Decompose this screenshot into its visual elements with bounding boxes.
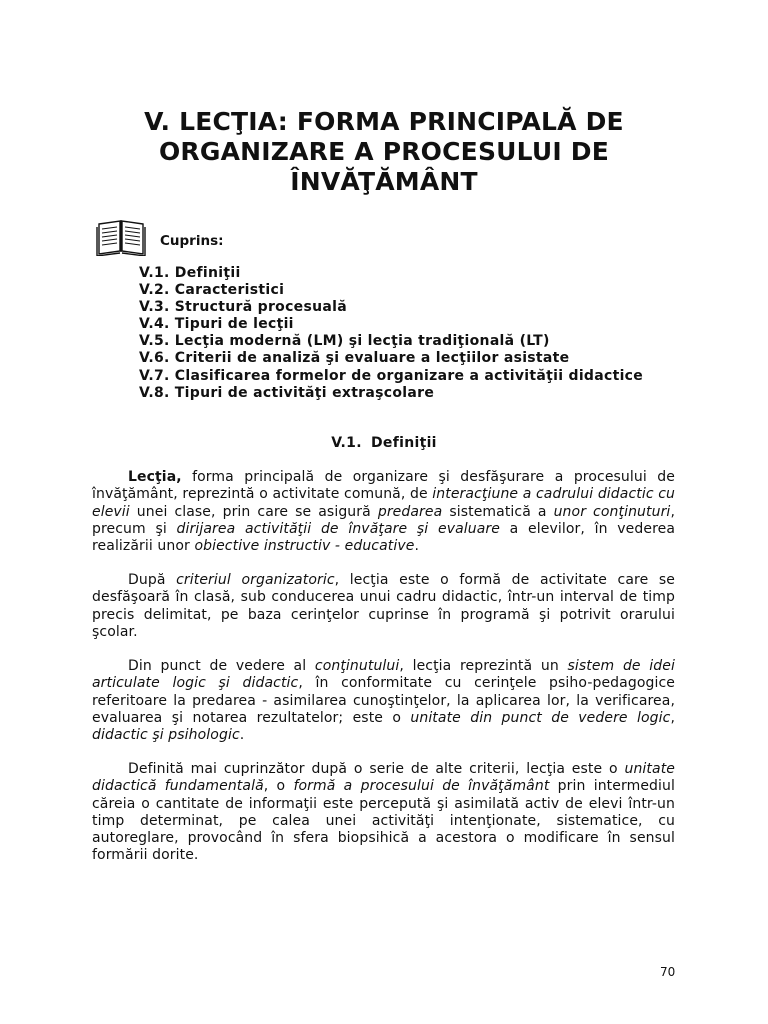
toc-item	[139, 368, 643, 385]
text-run: formă a procesului de învăţământ	[293, 778, 550, 795]
text-run: conţinutului	[314, 658, 400, 674]
toc-item-label: Lecţia modernă (LM) şi lecţia tradiţională (LT)	[174, 333, 550, 350]
toc-item-label: Tipuri de lecţii	[174, 316, 294, 333]
page-number: 70	[660, 965, 676, 979]
chapter-title-line-1: V. LECŢIA: FORMA PRINCIPALĂ DE	[144, 107, 624, 136]
text-run: dirijarea activităţii de învăţare şi evaluare	[176, 520, 500, 537]
toc-item	[139, 316, 643, 333]
text-run: Lecţia,	[128, 469, 182, 485]
chapter-title	[60, 107, 708, 197]
toc-item-label: Criterii de analiză şi evaluare a lecţiilor asistate	[174, 350, 570, 367]
toc-item-number: V.1.	[139, 265, 170, 281]
text-run: unitate didactică fundamentală	[92, 761, 675, 795]
text-run: , lecţia reprezintă un	[399, 658, 568, 674]
text-run: , o	[263, 778, 294, 795]
toc-item-label: Structură procesuală	[174, 299, 347, 316]
toc-item	[139, 350, 643, 367]
text-run: interacţiune a cadrului didactic cu elevii	[92, 486, 675, 520]
table-of-contents	[139, 265, 643, 402]
text-run: didactic şi psihologic	[92, 727, 240, 744]
text-run: .	[239, 727, 245, 744]
paragraph-3	[92, 658, 675, 744]
toc-item	[139, 265, 643, 282]
toc-item	[139, 299, 643, 316]
text-run: obiective instructiv - educative	[194, 538, 415, 555]
section-heading: V.1. Definiţii	[331, 435, 437, 451]
toc-item	[139, 385, 643, 402]
toc-item	[139, 282, 643, 299]
toc-item-number: V.4.	[139, 316, 170, 333]
contents-label: Cuprins:	[160, 233, 224, 249]
toc-item-number: V.2.	[139, 282, 170, 299]
text-run: unor conţinuturi	[553, 503, 671, 520]
text-run: sistem de idei articulate logic şi didactic	[92, 658, 675, 692]
toc-item-number: V.8.	[139, 384, 170, 401]
text-run: , precum şi	[92, 503, 675, 537]
text-run: prin intermediul căreia o cantitate de informaţii este percepută şi asimilată activ de elevi într-un timp determinat, pe calea unei activităţi intenţionate, sistematice, cu autoreglare, provocând în sfera biopsihică a acestora o modificare în sensul formării dorite.	[92, 778, 675, 864]
chapter-title-line-2: ORGANIZARE A PROCESULUI DE	[158, 137, 610, 166]
open-book-icon	[96, 218, 146, 256]
chapter-title-line-3: ÎNVĂŢĂMÂNT	[290, 167, 478, 196]
text-run: unitate din punct de vedere logic	[410, 709, 671, 726]
text-run: , lecţia este o formă de activitate care se desfăşoară în clasă, sub conducerea unui cadru didactic, într-un interval de timp precis delimitat, pe baza cerinţelor cuprinse în programă şi potrivit orarului şcolar.	[92, 572, 675, 640]
text-run: a elevilor, în vederea realizării unor	[92, 520, 676, 555]
text-run: forma principală de organizare şi desfăşurare a procesului de învăţământ, reprezintă o activitate comună, de	[92, 469, 675, 503]
toc-item-label: Clasificarea formelor de organizare a activităţii didactice	[174, 367, 644, 384]
paragraph-4	[92, 761, 675, 865]
text-run: criteriul organizatoric	[176, 572, 335, 588]
text-run: , în conformitate cu cerinţele psiho-pedagogice referitoare la predarea - asimilarea cunoştinţelor, la aplicarea lor, la verificarea, evaluarea şi notarea rezultatelor; este o	[92, 675, 675, 726]
text-run: unei clase, prin care se asigură	[129, 503, 378, 520]
text-run: ,	[670, 709, 675, 726]
text-run: Definită mai cuprinzător după o serie de alte criterii, lecţia este o	[128, 761, 625, 777]
text-run: .	[414, 538, 420, 555]
toc-item-number: V.3.	[139, 299, 170, 316]
toc-item-label: Definiţii	[174, 265, 241, 281]
toc-item-label: Caracteristici	[174, 282, 285, 299]
text-run: sistematică a	[442, 503, 554, 520]
paragraph-2	[92, 572, 675, 641]
toc-item-number: V.7.	[139, 367, 170, 384]
toc-item-number: V.5.	[139, 333, 170, 350]
toc-item	[139, 333, 643, 350]
text-run: predarea	[377, 503, 443, 520]
toc-item-number: V.6.	[139, 350, 170, 367]
text-run: După	[128, 572, 177, 588]
toc-item-label: Tipuri de activităţi extraşcolare	[174, 384, 435, 401]
text-run: Din punct de vedere al	[128, 658, 315, 674]
paragraph-1	[92, 469, 675, 555]
